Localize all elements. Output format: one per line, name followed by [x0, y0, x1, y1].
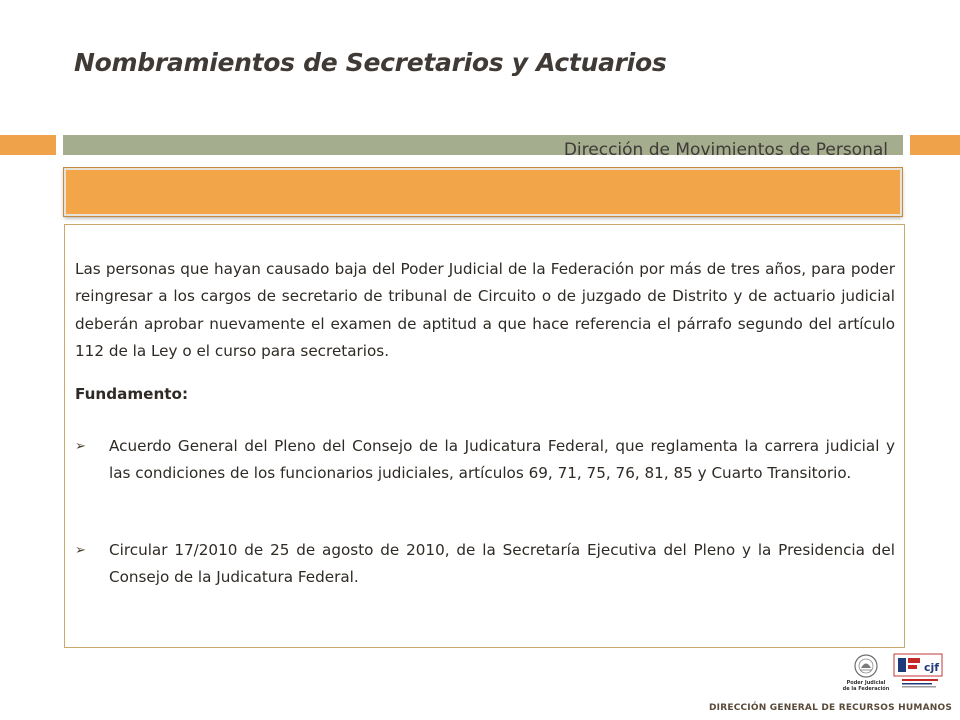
- list-item-text: Circular 17/2010 de 25 de agosto de 2010, de la Secretaría Ejecutiva del Pleno y la Presidencia del Consejo de la Judicatura Federal.: [109, 541, 895, 586]
- header-accent-bar-left: [0, 135, 56, 155]
- body-paragraph: Las personas que hayan causado baja del Poder Judicial de la Federación por más de tres años, para poder reingresar a los cargos de secretario de tribunal de Circuito o de juzgado de Distrito y de actuario judicial deberán aprobar nuevamente el examen de aptitud a que hace referencia el párrafo segundo del artículo 112 de la Ley o el curso para secretarios.: [75, 260, 895, 360]
- list-item: [75, 433, 895, 487]
- orange-banner: [64, 168, 902, 216]
- arrow-bullet-icon: ➢: [75, 439, 86, 454]
- cjf-mark: cjf: [924, 661, 940, 674]
- section-subtitle: Dirección de Movimientos de Personal: [563, 140, 888, 160]
- pjf-seal-icon: [855, 655, 877, 677]
- header-accent-bar-right: [910, 135, 960, 155]
- arrow-bullet-icon: ➢: [75, 543, 86, 558]
- list-item: [75, 537, 895, 591]
- institution-logos: [842, 652, 952, 696]
- list-item-text: Acuerdo General del Pleno del Consejo de la Judicatura Federal, que reglamenta la carrera judicial y las condiciones de los funcionarios judiciales, artículos 69, 71, 75, 76, 81, 85 y Cuarto Transitorio.: [109, 437, 895, 482]
- page-title: Nombramientos de Secretarios y Actuarios: [74, 48, 667, 77]
- fundamento-label: Fundamento:: [75, 385, 189, 403]
- cjf-logo-icon: [894, 654, 942, 688]
- pjf-label-line2: de la Federación: [842, 686, 890, 692]
- footer-label: DIRECCIÓN GENERAL DE RECURSOS HUMANOS: [709, 703, 952, 713]
- pjf-label-line1: Poder Judicial: [846, 680, 886, 686]
